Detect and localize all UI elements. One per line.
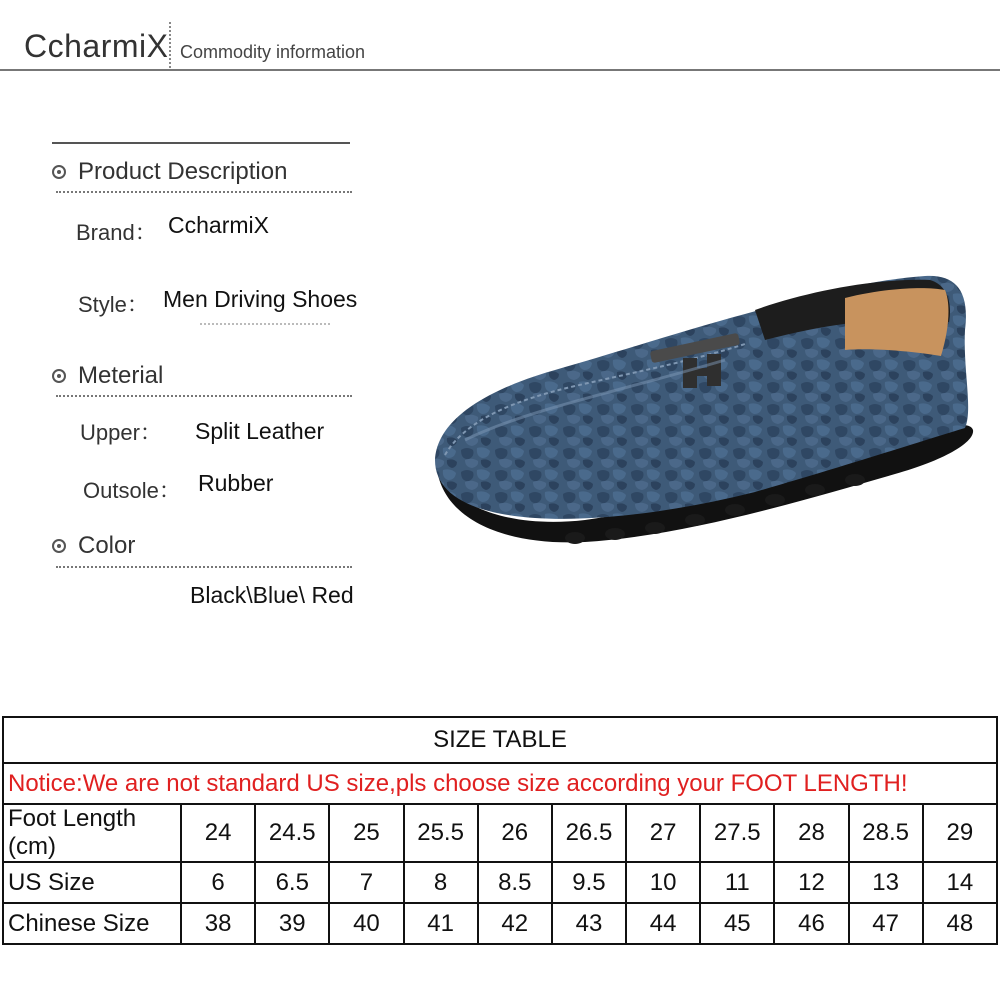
table-cell: 28.5 — [849, 804, 923, 862]
table-cell: 40 — [329, 903, 403, 944]
style-label: Style： — [78, 292, 149, 317]
section-material — [52, 362, 163, 390]
table-cell: 27.5 — [700, 804, 774, 862]
table-cell: 29 — [923, 804, 997, 862]
table-cell: 8 — [404, 862, 478, 903]
table-cell: 8.5 — [478, 862, 552, 903]
brand-label: Brand： — [76, 220, 157, 245]
dotted-divider — [56, 191, 352, 193]
faint-divider — [200, 323, 330, 325]
header-divider — [169, 22, 171, 68]
size-table-notice: Notice:We are not standard US size,pls choose size according your FOOT LENGTH! — [3, 763, 997, 804]
table-cell: 42 — [478, 903, 552, 944]
table-row — [3, 903, 997, 944]
table-cell: 6 — [181, 862, 255, 903]
table-cell: 38 — [181, 903, 255, 944]
section-color — [52, 532, 135, 560]
target-bullet-icon — [52, 539, 66, 553]
table-cell: 24.5 — [255, 804, 329, 862]
table-cell: 41 — [404, 903, 478, 944]
style-value: Men Driving Shoes — [163, 286, 358, 312]
table-cell: 7 — [329, 862, 403, 903]
table-row — [3, 862, 997, 903]
target-bullet-icon — [52, 165, 66, 179]
brand-logo-text: CcharmiX — [24, 28, 169, 64]
table-cell: 46 — [774, 903, 848, 944]
header-rule — [0, 69, 1000, 71]
outsole-label: Outsole： — [83, 478, 181, 503]
color-value: Black\Blue\ Red — [190, 582, 354, 608]
table-cell: 25.5 — [404, 804, 478, 862]
table-cell: 39 — [255, 903, 329, 944]
table-cell: 10 — [626, 862, 700, 903]
table-row — [3, 804, 997, 862]
table-cell: 43 — [552, 903, 626, 944]
table-cell: 12 — [774, 862, 848, 903]
table-cell: 6.5 — [255, 862, 329, 903]
section-heading: Meterial — [78, 362, 164, 389]
table-cell: 9.5 — [552, 862, 626, 903]
size-table-title: SIZE TABLE — [3, 717, 997, 763]
table-cell: 26.5 — [552, 804, 626, 862]
row-label-chinese-size: Chinese Size — [3, 903, 181, 944]
description-top-rule — [52, 142, 350, 144]
table-cell: 48 — [923, 903, 997, 944]
table-cell: 14 — [923, 862, 997, 903]
table-cell: 25 — [329, 804, 403, 862]
table-cell: 24 — [181, 804, 255, 862]
table-cell: 47 — [849, 903, 923, 944]
table-cell: 45 — [700, 903, 774, 944]
target-bullet-icon — [52, 369, 66, 383]
header-subtitle: Commodity information — [180, 42, 366, 62]
row-label-foot-length: Foot Length (cm) — [3, 804, 181, 862]
table-cell: 44 — [626, 903, 700, 944]
section-product-description — [52, 158, 287, 186]
outsole-value: Rubber — [198, 470, 274, 496]
table-cell: 11 — [700, 862, 774, 903]
upper-label: Upper： — [80, 420, 162, 445]
table-cell: 28 — [774, 804, 848, 862]
size-table — [2, 716, 998, 945]
brand-value: CcharmiX — [168, 212, 269, 238]
dotted-divider — [56, 566, 352, 568]
row-label-us-size: US Size — [3, 862, 181, 903]
blue-croc-loafer-shoe-icon — [425, 270, 980, 550]
table-cell: 26 — [478, 804, 552, 862]
section-heading: Product Description — [78, 158, 288, 185]
upper-value: Split Leather — [195, 418, 325, 444]
section-heading: Color — [78, 532, 136, 559]
table-cell: 13 — [849, 862, 923, 903]
table-cell: 27 — [626, 804, 700, 862]
dotted-divider — [56, 395, 352, 397]
